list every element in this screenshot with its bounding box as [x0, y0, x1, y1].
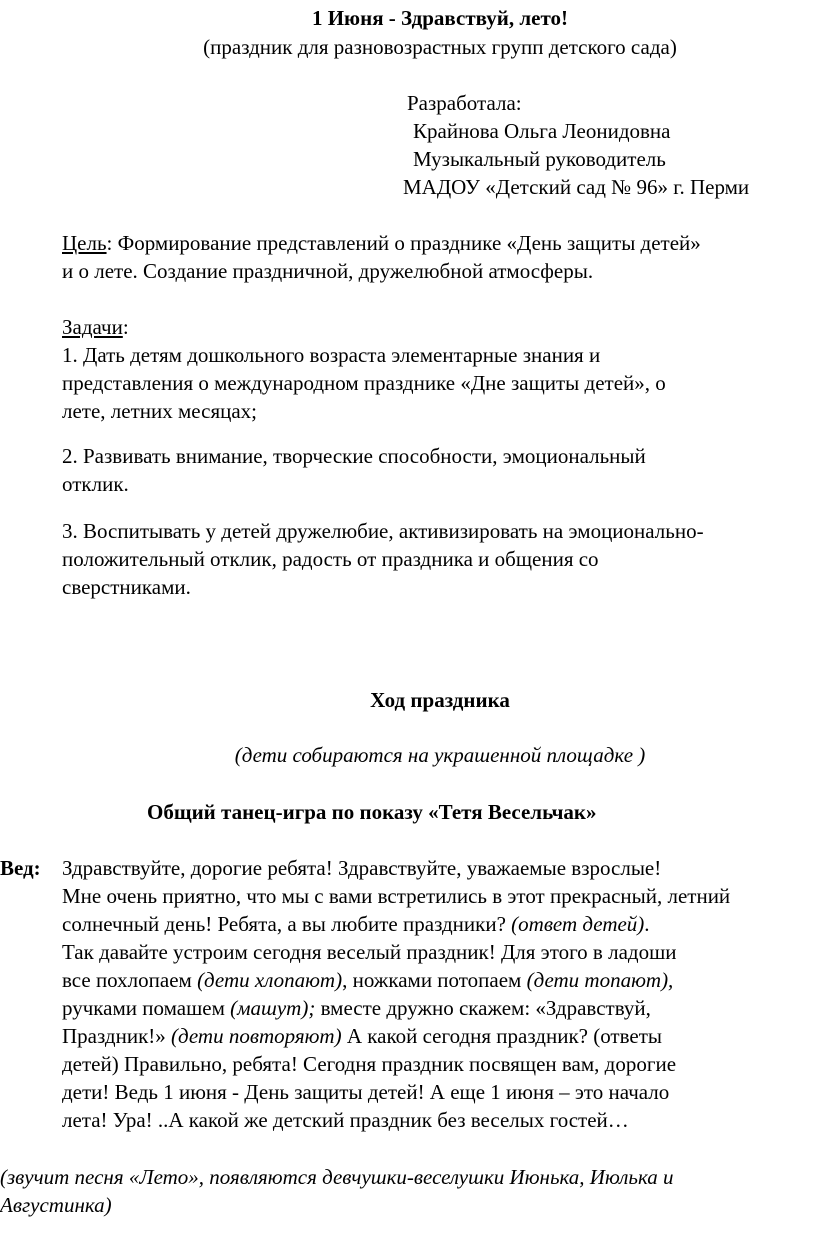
progress-remark: (дети собираются на украшенной площадке ) [234, 743, 646, 767]
speech-line-8: детей) Правильно, ребята! Сегодня праздник посвящен вам, дорогие [62, 1052, 677, 1076]
stage-direction-repeat: (дети повторяют) [171, 1024, 342, 1048]
stage-direction-answer: (ответ детей) [511, 912, 645, 936]
speech-line-5-text: все похлопаем [62, 968, 198, 992]
speech-line-3-end: . [644, 912, 650, 936]
progress-heading: Ход праздника [370, 688, 510, 712]
speech-line-2: Мне очень приятно, что мы с вами встретились в этот прекрасный, летний [62, 884, 731, 908]
task-2-line-1: 2. Развивать внимание, творческие способности, эмоциональный [62, 444, 646, 468]
dance-title: Общий танец-игра по показу «Тетя Весельчак» [147, 800, 597, 824]
author-label: Разработала: [407, 91, 522, 115]
speech-line-9: дети! Ведь 1 июня - День защиты детей! А еще 1 июня – это начало [62, 1080, 670, 1104]
stage-direction-clap: (дети хлопают) [197, 968, 343, 992]
document-title: 1 Июня - Здравствуй, лето! [311, 6, 569, 30]
task-1-line-2: представления о международном празднике «Дне защиты детей», о [62, 371, 666, 395]
task-1-line-3: лете, летних месяцах; [62, 399, 258, 423]
task-3-line-3: сверстниками. [62, 575, 191, 599]
speech-line-4: Так давайте устроим сегодня веселый праздник! Для этого в ладоши [62, 940, 677, 964]
speech-line-3-text: солнечный день! Ребята, а вы любите праздники? [62, 912, 512, 936]
speech-line-7-text: Праздник!» [62, 1024, 172, 1048]
stage-direction-stomp: (дети топают), [526, 968, 674, 992]
task-3-line-1: 3. Воспитывать у детей дружелюбие, активизировать на эмоционально- [62, 519, 704, 543]
goal-text-1: : Формирование представлений о празднике «День защиты детей» [106, 231, 701, 255]
speech-line-7 [62, 1022, 662, 1050]
speaker-label: Вед: [0, 856, 41, 880]
speech-line-5-mid: , ножками потопаем [342, 968, 527, 992]
task-1-line-1: 1. Дать детям дошкольного возраста элементарные знания и [62, 343, 601, 367]
tasks-label: Задачи [62, 315, 123, 339]
final-remark-line-2: Августинка) [0, 1193, 112, 1217]
speech-line-3 [62, 910, 650, 938]
speech-line-6-text: ручками помашем [62, 996, 231, 1020]
speech-line-1: Здравствуйте, дорогие ребята! Здравствуйте, уважаемые взрослые! [62, 856, 662, 880]
author-organization: МАДОУ «Детский сад № 96» г. Перми [403, 175, 750, 199]
stage-direction-wave: (машут); [230, 996, 316, 1020]
speech-line-7-end: А какой сегодня праздник? (ответы [341, 1024, 663, 1048]
author-name: Крайнова Ольга Леонидовна [413, 119, 671, 143]
speech-line-6-end: вместе дружно скажем: «Здравствуй, [315, 996, 651, 1020]
goal-label: Цель [62, 231, 107, 255]
speech-line-10: лета! Ура! ..А какой же детский праздник без веселых гостей… [62, 1108, 629, 1132]
final-remark-line-1: (звучит песня «Лето», появляются девчушки-веселушки Июнька, Июлька и [0, 1165, 674, 1189]
goal-line-1 [62, 229, 701, 257]
tasks-colon: : [122, 315, 129, 339]
goal-line-2: и о лете. Создание праздничной, дружелюбной атмосферы. [62, 259, 594, 283]
task-3-line-2: положительный отклик, радость от праздника и общения со [62, 547, 599, 571]
document-subtitle: (праздник для разновозрастных групп детского сада) [203, 35, 677, 59]
author-position: Музыкальный руководитель [413, 147, 666, 171]
tasks-heading [62, 313, 129, 341]
task-2-line-2: отклик. [62, 472, 129, 496]
speech-line-6 [62, 994, 651, 1022]
speech-line-5 [62, 966, 673, 994]
